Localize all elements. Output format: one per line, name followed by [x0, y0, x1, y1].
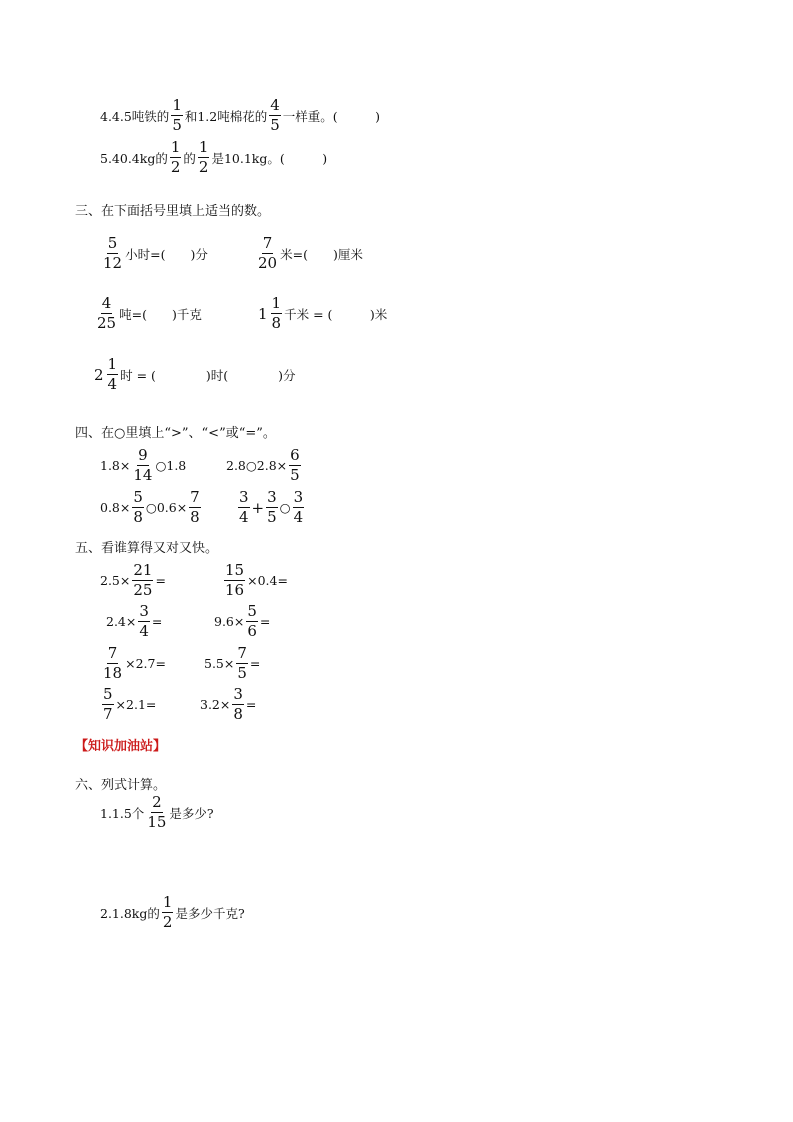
judge-q5-text-a: 5.40.4kg的: [100, 150, 168, 166]
s5-r4b: [200, 687, 256, 722]
s3-r1a-text: 小时=( )分: [125, 246, 208, 262]
s5-r4b-post: =: [245, 697, 257, 712]
s5-r1a-pre: 2.5×: [100, 573, 131, 588]
s3-r1b: [255, 236, 363, 271]
judge-q4-text-c: 一样重。( ): [282, 108, 381, 124]
s3-r2b-text: 千米 = ( )米: [284, 306, 388, 322]
plus-sign: +: [251, 498, 265, 517]
fraction: $\frac{1}{2}$: [170, 138, 181, 176]
mixed-number: 1 $\frac{1}{8}$: [258, 294, 282, 332]
fraction: $\frac{4}{25}$: [97, 294, 117, 332]
section4-title: 四、在○里填上“>”、“<”或“=”。: [75, 426, 276, 441]
s6-q1-post: 是多少?: [169, 805, 214, 821]
fraction: $\frac{3}{5}$: [267, 488, 277, 526]
s3-r3a-text: 时 = ( )时( )分: [120, 367, 296, 383]
s4-a-pre: 1.8×: [100, 458, 131, 473]
fraction: $\frac{1}{4}$: [107, 355, 118, 393]
s6-q1: [100, 795, 214, 830]
s4-d: [236, 490, 306, 525]
s5-r2a: [106, 604, 162, 639]
s3-r2a-text: 吨=( )千克: [119, 306, 202, 322]
fraction: $\frac{5}{8}$: [133, 488, 143, 526]
s4-b-pre: 2.8○2.8×: [226, 458, 288, 473]
s5-r1b: [222, 563, 288, 598]
fraction: $\frac{1}{5}$: [172, 96, 182, 134]
judge-q5-text-b: 的: [183, 150, 196, 166]
fraction: $\frac{1}{2}$: [162, 893, 173, 931]
s4-b: [226, 448, 303, 483]
s3-r2a: [94, 296, 202, 331]
s5-r3b-pre: 5.5×: [204, 656, 235, 671]
fraction: $\frac{2}{15}$: [147, 793, 167, 831]
knowledge-station-heading: 【知识加油站】: [75, 739, 167, 754]
s5-r2a-post: =: [151, 614, 163, 629]
fraction: $\frac{4}{5}$: [270, 96, 280, 134]
s6-q2-pre: 2.1.8kg的: [100, 905, 160, 921]
s5-r3a: [100, 646, 166, 681]
fraction: $\frac{1}{8}$: [271, 294, 282, 332]
fraction: $\frac{7}{18}$: [103, 644, 123, 682]
judge-q4-text-b: 和1.2吨棉花的: [184, 108, 268, 124]
fraction: $\frac{9}{14}$: [133, 446, 153, 484]
s4-c: [100, 490, 203, 525]
s5-r4a: [100, 687, 156, 722]
fraction: $\frac{1}{2}$: [198, 138, 209, 176]
mixed-number: 2 $\frac{1}{4}$: [94, 355, 118, 393]
fraction: $\frac{7}{5}$: [237, 644, 247, 682]
s6-q2: [100, 895, 245, 930]
fraction: $\frac{3}{8}$: [233, 685, 243, 723]
s4-c-pre: 0.8×: [100, 500, 131, 515]
fraction: $\frac{5}{6}$: [247, 602, 257, 640]
judge-q5: [100, 140, 327, 175]
fraction: $\frac{3}{4}$: [293, 488, 304, 526]
fraction: $\frac{7}{8}$: [190, 488, 200, 526]
fraction: $\frac{6}{5}$: [290, 446, 300, 484]
judge-q5-text-c: 是10.1kg。( ): [211, 150, 328, 166]
s5-r4b-pre: 3.2×: [200, 697, 231, 712]
fraction: $\frac{3}{4}$: [239, 488, 249, 526]
judge-q4: [100, 98, 380, 133]
s6-q2-post: 是多少千克?: [175, 905, 245, 921]
s5-r2b: [214, 604, 270, 639]
section6-title: 六、列式计算。: [75, 778, 167, 793]
s3-r1a: [100, 236, 208, 271]
s5-r3a-post: ×2.7=: [125, 656, 166, 671]
s5-r3b: [204, 646, 260, 681]
section3-title: 三、在下面括号里填上适当的数。: [75, 204, 271, 219]
s5-r2b-post: =: [259, 614, 271, 629]
s3-r3a: [94, 357, 296, 392]
fraction: $\frac{3}{4}$: [139, 602, 149, 640]
s5-r3b-post: =: [249, 656, 261, 671]
fraction: $\frac{5}{7}$: [103, 685, 113, 723]
s4-a: [100, 448, 186, 483]
s4-c-mid: ○0.6×: [145, 500, 188, 515]
fraction: $\frac{5}{12}$: [103, 234, 123, 272]
judge-q4-text-a: 4.4.5吨铁的: [100, 108, 170, 124]
s6-q1-pre: 1.1.5个: [100, 805, 145, 821]
s5-r1b-post: ×0.4=: [247, 573, 288, 588]
s5-r1a: [100, 563, 166, 598]
fraction: $\frac{15}{16}$: [225, 561, 245, 599]
s5-r2b-pre: 9.6×: [214, 614, 245, 629]
fraction: $\frac{21}{25}$: [133, 561, 153, 599]
s5-r2a-pre: 2.4×: [106, 614, 137, 629]
compare-circle: ○: [279, 500, 291, 515]
s5-r4a-post: ×2.1=: [115, 697, 157, 712]
fraction: $\frac{7}{20}$: [258, 234, 278, 272]
s3-r1b-text: 米=( )厘米: [280, 246, 363, 262]
s3-r2b: [258, 296, 387, 331]
section5-title: 五、看谁算得又对又快。: [75, 541, 219, 556]
s5-r1a-post: =: [155, 573, 166, 588]
s4-a-post: ○1.8: [155, 458, 187, 473]
